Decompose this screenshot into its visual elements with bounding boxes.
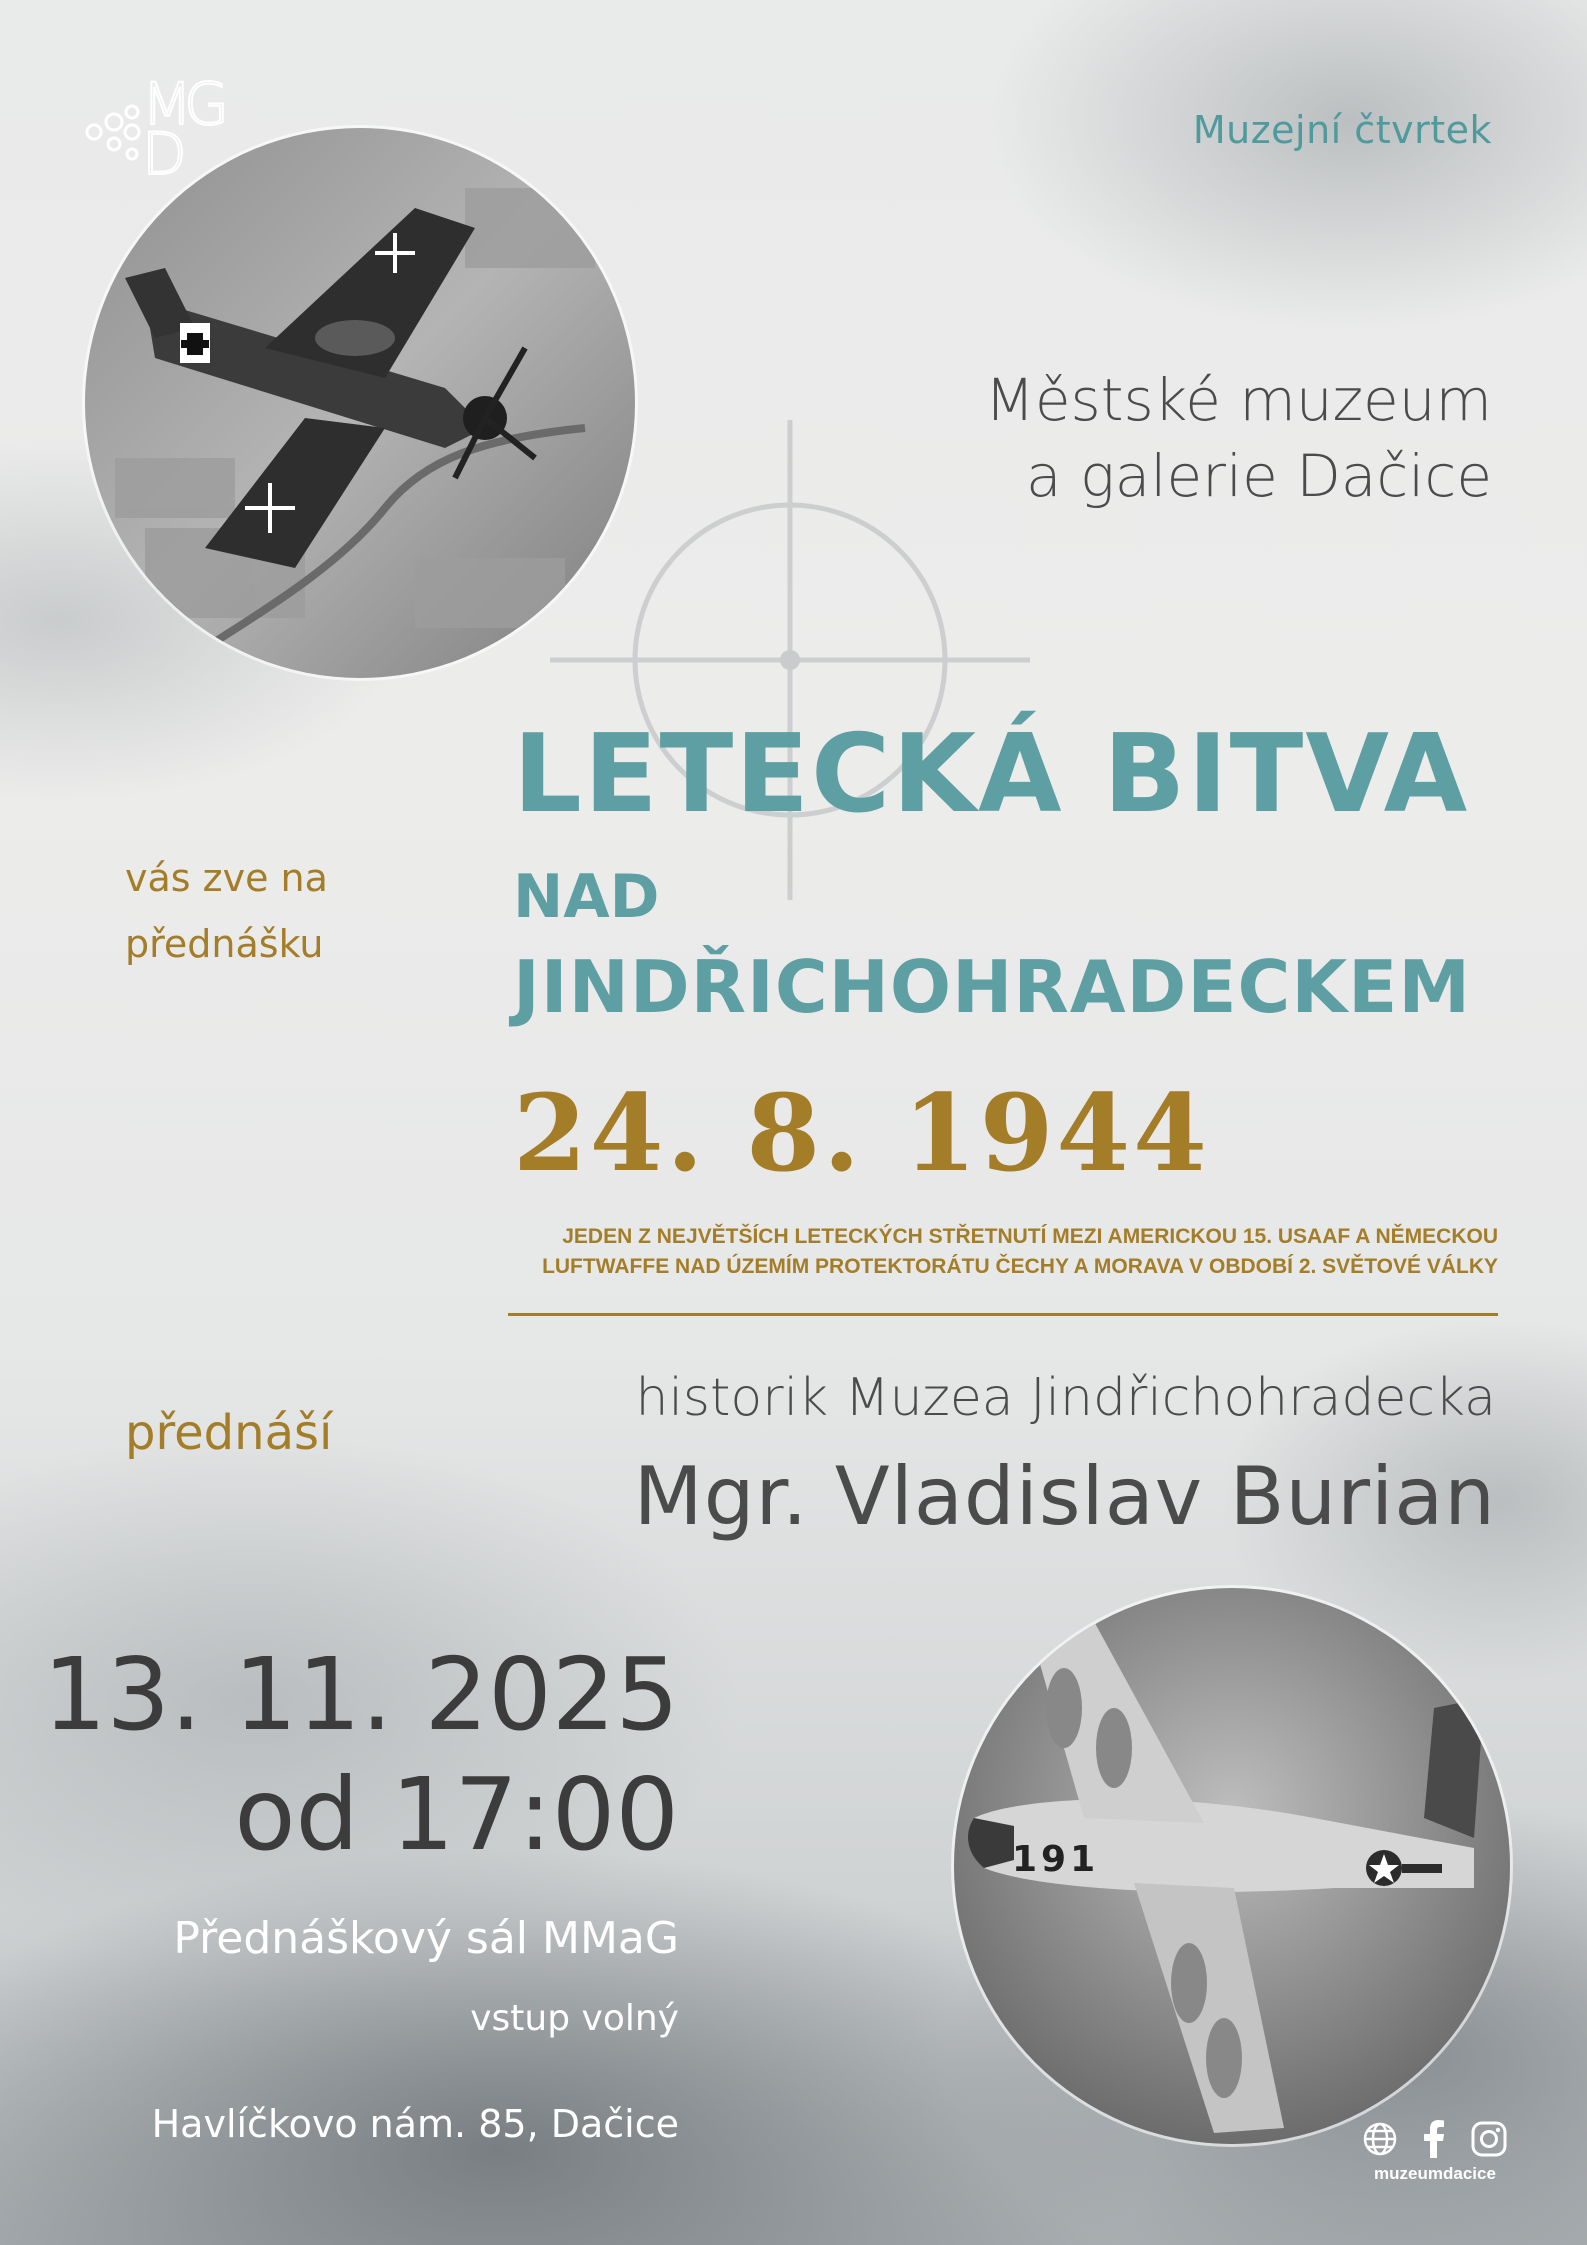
description-line1: JEDEN Z NEJVĚTŠÍCH LETECKÝCH STŘETNUTÍ MEZI AMERICKOU 15. USAAF A NĚMECKOU [562, 1225, 1498, 1248]
event-date: 13. 11. 2025 [42, 1636, 679, 1753]
museum-name-line2: a galerie Dačice [1026, 442, 1492, 510]
event-hall: Přednáškový sál MMaG [173, 1913, 679, 1964]
battle-date: 24. 8. 1944 [513, 1070, 1210, 1195]
event-datetime [43, 1635, 679, 1875]
invitation-line1: vás zve na [125, 856, 328, 900]
title-line1: LETECKÁ BITVA [513, 712, 1470, 837]
description-line2: LUFTWAFFE NAD ÚZEMÍM PROTEKTORÁTU ČECHY A MORAVA V OBDOBÍ 2. SVĚTOVÉ VÁLKY [542, 1255, 1498, 1278]
description [513, 1222, 1498, 1282]
divider [508, 1313, 1498, 1316]
instagram-icon[interactable] [1470, 2120, 1508, 2158]
event-entry: vstup volný [470, 1998, 679, 2039]
event-series: Muzejní čtvrtek [1192, 108, 1492, 152]
fighter-plane-photo [85, 128, 635, 678]
bomber-plane-photo [954, 1588, 1510, 2144]
svg-text:D: D [142, 120, 187, 182]
lecturer-name: Mgr. Vladislav Burian [633, 1450, 1496, 1543]
lecturer-role: historik Muzea Jindřichohradecka [635, 1368, 1496, 1428]
lecturer-label: přednáší [125, 1405, 333, 1461]
museum-name [985, 362, 1492, 514]
museum-name-line1: Městské muzeum [984, 366, 1492, 434]
facebook-icon[interactable] [1422, 2120, 1446, 2158]
globe-icon[interactable] [1362, 2121, 1398, 2157]
social-links [1360, 2118, 1510, 2184]
event-address: Havlíčkovo nám. 85, Dačice [151, 2102, 679, 2146]
title-line3: JINDŘICHOHRADECKEM [513, 945, 1471, 1029]
bomber-number: 191 [1012, 1839, 1100, 1880]
invitation-line2: přednášku [125, 922, 324, 966]
social-handle[interactable]: muzeumdacice [1374, 2164, 1496, 2183]
event-time: od 17:00 [234, 1756, 679, 1873]
invitation-text [125, 845, 328, 977]
title-line2: NAD [513, 862, 660, 932]
logo-letters: MG [142, 70, 221, 138]
